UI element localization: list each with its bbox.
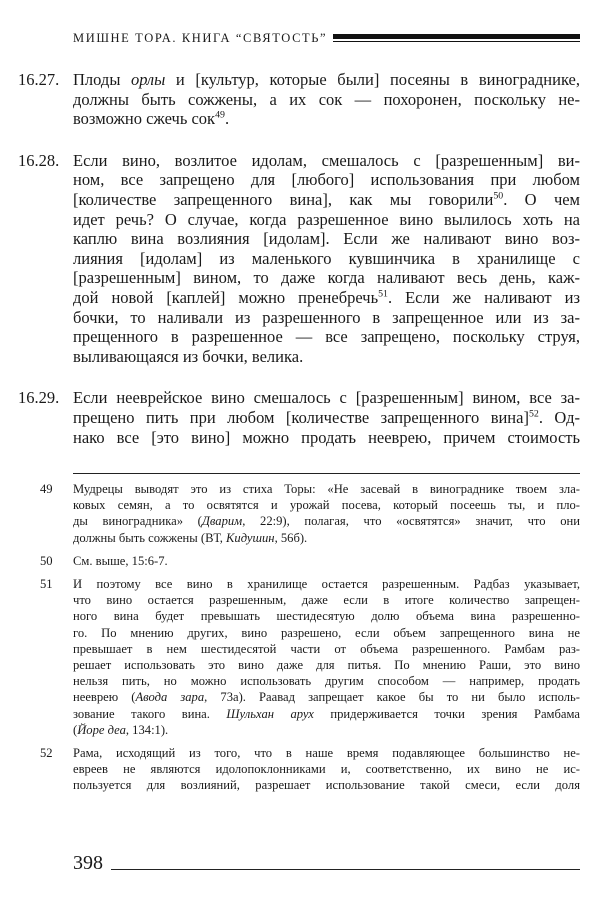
italic-term: орлы bbox=[131, 70, 166, 89]
text-line: Плоды орлы и [культур, которые были] посеяны в винограднике, bbox=[73, 70, 581, 89]
text-line: нако все [это вино] можно продать нееврею, причем стоимость bbox=[73, 427, 580, 447]
text-line: И поэтому все вино в хранилище остается разрешенным. Радбаз указывает, bbox=[73, 577, 580, 591]
footnote-separator bbox=[73, 473, 580, 474]
text-line: евреев не являются идолопоклонниками и, соответственно, их вино не ис- bbox=[73, 762, 580, 777]
text-line: См. выше, 15:6-7. bbox=[73, 553, 168, 568]
footnote-number: 49 bbox=[40, 482, 53, 496]
text-line: должны быть сожжены (ВТ, Кидушин, 56б). bbox=[73, 530, 308, 545]
header-rule bbox=[333, 34, 580, 43]
text-line: нееврею (Авода зара, 73а). Раавад запрещает какое бы то ни было исполь- bbox=[73, 690, 580, 705]
italic-term: Дварим bbox=[201, 514, 243, 529]
paragraph-number: 16.29. bbox=[18, 388, 60, 408]
text-line: бочки, то наливали из разрешенного в запрещенное или из за- bbox=[73, 307, 580, 327]
text-line: Если вино, возлитое идолам, смешалось с [разрешенным] ви- bbox=[73, 150, 580, 170]
text-line: должны быть сожжены, а их сок — похоронен, поскольку не- bbox=[73, 89, 580, 109]
text-line: лияния [идолам] из маленького кувшинчика в хранилище с bbox=[73, 248, 580, 268]
italic-term: Кидушин bbox=[226, 530, 275, 545]
text-line: ного вина будет превышать шестидесятую долю объема вина разрешенно- bbox=[73, 609, 580, 624]
text-line: (Йоре деа, 134:1). bbox=[73, 722, 169, 737]
paragraph-text bbox=[73, 388, 580, 447]
text-line: решает использовать это вино даже для питья. По мнению Раши, это вино bbox=[73, 657, 580, 672]
text-line: нельзя пить, но можно использовать другим способом — например, продать bbox=[73, 674, 580, 689]
paragraph-number: 16.27. bbox=[18, 70, 60, 89]
text-line: прещено пить при любом [количестве запрещенного вина]$^{52}$. Од- bbox=[73, 407, 580, 427]
italic-term: Шульхан арух bbox=[226, 706, 314, 721]
footnote-text bbox=[73, 745, 580, 794]
text-line: Если нееврейское вино смешалось с [разрешенным] вином, все за- bbox=[73, 388, 580, 408]
footnote-ref: 49 bbox=[215, 109, 225, 121]
running-header bbox=[73, 28, 580, 48]
text-line: Мудрецы выводят это из стиха Торы: «Не засевай в винограднике твоем зла- bbox=[73, 482, 580, 496]
footnote-text bbox=[73, 576, 580, 738]
page-number: 398 bbox=[73, 852, 103, 874]
paragraph-text bbox=[73, 151, 580, 367]
text-line: превышает в нем шестидесятой части от объема разрешенного. Рамбам раз- bbox=[73, 641, 580, 656]
page-footer bbox=[73, 852, 580, 874]
text-line: Рама, исходящий из того, что в наше время подавляющее большинство не- bbox=[73, 746, 580, 760]
text-line: выливающаяся из бочки, велика. bbox=[73, 346, 304, 366]
text-line: прещенного в разрешенное — все запрещено, поскольку струя, bbox=[73, 327, 580, 347]
footnote-number: 52 bbox=[40, 746, 53, 760]
text-line: что вино остается разрешенным, даже если в итоге количество запрещен- bbox=[73, 593, 580, 608]
text-line: ковых семян, а то освятятся и урожай посева, который посеешь ты, и пло- bbox=[73, 498, 580, 513]
text-line: [количестве запрещенного вина], как мы говорили$^{50}$. О чем bbox=[73, 189, 581, 209]
text-line: идет речь? О случае, когда разрешенное вино вылилось хоть на bbox=[73, 209, 580, 229]
footnote-text bbox=[73, 553, 580, 569]
text-line: ном, все запрещено для [любого] использования при любом bbox=[73, 170, 580, 190]
footnote-number: 50 bbox=[40, 553, 53, 568]
text-line: [разрешенным] вином, то даже когда наливают весь день, каж- bbox=[73, 268, 580, 288]
text-line: дой новой [каплей] можно пренебречь$^{51}$. Если же наливают из bbox=[73, 287, 580, 307]
footnote-number: 51 bbox=[40, 577, 53, 591]
footnote-text bbox=[73, 481, 580, 546]
text-line: зование такого вина. Шульхан арух придерживается точки зрения Рамбама bbox=[73, 706, 580, 721]
paragraph-text bbox=[73, 70, 580, 129]
text-line: возможно сжечь сок$^{49}$. bbox=[73, 109, 230, 129]
italic-term: Авода зара bbox=[135, 690, 205, 705]
text-line: ды виноградника» (Дварим, 22:9), полагая, что «освятятся» значит, что они bbox=[73, 514, 580, 529]
running-header-title: МИШНЕ ТОРА. КНИГА “СВЯТОСТЬ” bbox=[73, 30, 328, 45]
text-line: го. По мнению других, вино разрешено, если объем запрещенного вина не bbox=[73, 625, 580, 640]
text-line: каплю вина возлияния [идолам]. Если же наливают вино воз- bbox=[73, 229, 580, 249]
paragraph-number: 16.28. bbox=[18, 150, 60, 170]
italic-term: Йоре деа bbox=[77, 722, 126, 737]
footnote-ref: 51 bbox=[378, 288, 388, 300]
footnote-ref: 52 bbox=[528, 408, 539, 420]
footer-rule bbox=[111, 869, 580, 870]
text-line: пользуется для возлияний, разрешает использование такой смеси, если доля bbox=[73, 778, 580, 793]
footnote-ref: 50 bbox=[493, 190, 504, 202]
